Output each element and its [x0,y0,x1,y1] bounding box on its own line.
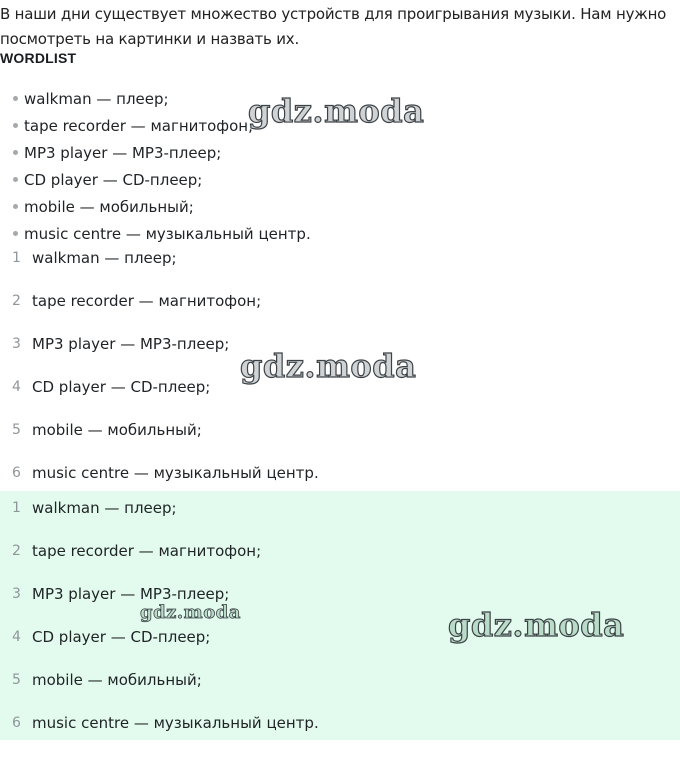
item-text: tape recorder — магнитофон; [32,292,262,310]
item-number: 6 [12,715,21,731]
watermark-logo: gdz.moda [248,92,425,130]
intro-paragraph: В наши дни существует множество устройств для проигрывания музыки. Нам нужно посмотреть на картинки и назвать их. [0,5,667,48]
item-number: 4 [12,379,21,395]
list-item-text: CD player — CD-плеер; [24,170,203,189]
list-item [0,166,311,193]
item-number: 5 [12,422,21,438]
item-text: music centre — музыкальный центр. [32,464,319,482]
item-text: MP3 player — MP3-плеер; [32,585,230,603]
list-item [0,139,311,166]
watermark-logo: gdz.moda [448,606,625,644]
list-item [0,193,311,220]
item-text: walkman — плеер; [32,499,177,517]
item-text: MP3 player — MP3-плеер; [32,335,230,353]
item-number: 2 [12,543,21,559]
item-text: mobile — мобильный; [32,421,202,439]
list-item-text: music centre — музыкальный центр. [24,224,311,243]
list-item-text: walkman — плеер; [24,89,169,108]
numbered-item [0,461,319,485]
item-text: walkman — плеер; [32,249,177,267]
item-number: 3 [12,586,21,602]
item-text: music centre — музыкальный центр. [32,714,319,732]
item-text: tape recorder — магнитофон; [32,542,262,560]
numbered-item [0,496,177,520]
bullet-icon [13,177,18,182]
item-text: CD player — CD-плеер; [32,628,211,646]
numbered-item [0,375,210,399]
numbered-item [0,246,177,270]
item-number: 2 [12,293,21,309]
numbered-item [0,539,261,563]
numbered-item [0,418,202,442]
numbered-item [0,668,202,692]
item-number: 1 [12,250,21,266]
item-text: CD player — CD-плеер; [32,378,211,396]
item-number: 4 [12,629,21,645]
item-number: 5 [12,672,21,688]
wordlist-heading: WORDLIST [0,50,77,66]
list-item-text: mobile — мобильный; [24,197,194,216]
item-number: 3 [12,336,21,352]
item-number: 1 [12,500,21,516]
item-number: 6 [12,465,21,481]
bullet-icon [13,231,18,236]
numbered-item [0,289,261,313]
bullet-icon [13,150,18,155]
list-item [0,220,311,247]
bullet-icon [13,123,18,128]
list-item-text: MP3 player — MP3-плеер; [24,143,222,162]
item-text: mobile — мобильный; [32,671,202,689]
numbered-item [0,332,229,356]
numbered-item [0,711,319,735]
bullet-icon [13,204,18,209]
watermark-logo: gdz.moda [140,602,241,623]
list-item-text: tape recorder — магнитофон; [24,116,254,135]
numbered-item [0,625,210,649]
watermark-logo: gdz.moda [240,347,417,385]
bullet-icon [13,96,18,101]
